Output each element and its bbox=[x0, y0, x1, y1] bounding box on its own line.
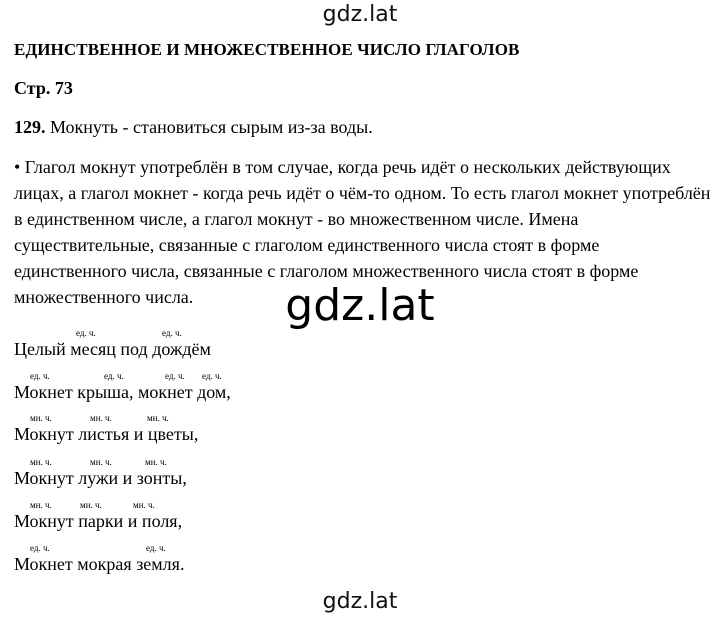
task-number: 129. bbox=[14, 117, 46, 137]
grammar-mark: мн. ч. bbox=[30, 457, 52, 467]
watermark-bottom: gdz.lat bbox=[322, 589, 398, 614]
grammar-mark: ед. ч. bbox=[30, 371, 50, 381]
grammar-mark: мн. ч. bbox=[90, 413, 112, 423]
grammar-mark: ед. ч. bbox=[162, 328, 182, 338]
grammar-mark: мн. ч. bbox=[90, 457, 112, 467]
grammar-mark: мн. ч. bbox=[145, 457, 167, 467]
watermark-top: gdz.lat bbox=[322, 2, 398, 27]
page-reference: Стр. 73 bbox=[14, 78, 73, 98]
grammar-mark: мн. ч. bbox=[147, 413, 169, 423]
task-definition bbox=[14, 117, 373, 138]
task-text: Мокнуть - становиться сырым из-за воды. bbox=[45, 117, 373, 137]
grammar-mark: ед. ч. bbox=[165, 371, 185, 381]
poem-line: Мокнут листья и цветы, bbox=[14, 424, 199, 444]
grammar-mark: ед. ч. bbox=[30, 543, 50, 553]
explanation-paragraph: • Глагол мокнут употреблён в том случае, когда речь идёт о нескольких действующих лицах, а глагол мокнет - когда речь идёт о чём-то одном. То есть глагол мокнет употреблён в единственном числе, а глагол мокнут - во множественном числе. Имена существительные, связанные с глаголом единственного числа стоят в форме единственного числа, связанные с глаголом множественного числа стоят в форме множественного числа. bbox=[14, 157, 711, 307]
grammar-mark: мн. ч. bbox=[30, 413, 52, 423]
grammar-mark: ед. ч. bbox=[146, 543, 166, 553]
poem-line: Мокнет мокрая земля. bbox=[14, 554, 185, 574]
page-title: ЕДИНСТВЕННОЕ И МНОЖЕСТВЕННОЕ ЧИСЛО ГЛАГОЛОВ bbox=[14, 40, 520, 59]
poem-line: Мокнут лужи и зонты, bbox=[14, 468, 187, 488]
grammar-mark: мн. ч. bbox=[80, 500, 102, 510]
poem-line: Целый месяц под дождём bbox=[14, 339, 211, 359]
watermark-middle: gdz.lat bbox=[285, 280, 435, 331]
poem-line: Мокнут парки и поля, bbox=[14, 511, 183, 531]
grammar-mark: мн. ч. bbox=[133, 500, 155, 510]
grammar-mark: ед. ч. bbox=[104, 371, 124, 381]
grammar-mark: ед. ч. bbox=[202, 371, 222, 381]
grammar-mark: ед. ч. bbox=[76, 328, 96, 338]
grammar-mark: мн. ч. bbox=[30, 500, 52, 510]
poem-line: Мокнет крыша, мокнет дом, bbox=[14, 382, 231, 402]
